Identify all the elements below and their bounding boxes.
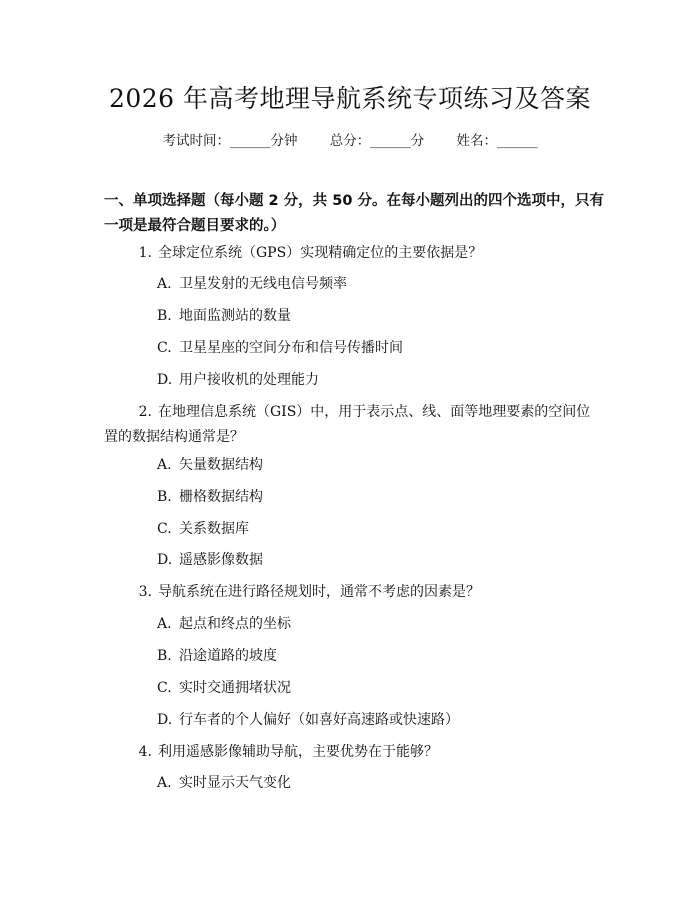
exam-meta [0,131,700,151]
section-heading: 一、单项选择题（每小题 2 分，共 50 分。在每小题列出的四个选项中，只有一项是最符合题目要求的。） [104,193,604,234]
option-letter: B. [157,489,172,505]
option-text: 起点和终点的坐标 [179,616,291,632]
total-score-field: 总分：______分 [329,133,425,149]
option-1c [157,337,597,359]
student-name-field: 姓名：______ [456,133,538,149]
option-text: 卫星星座的空间分布和信号传播时间 [179,340,403,356]
question-number: 4. [138,744,152,760]
question-1 [104,241,604,266]
question-number: 2. [138,404,152,420]
option-1d [157,369,597,391]
option-3c [157,677,597,699]
option-letter: D. [157,712,173,728]
option-3b [157,645,597,667]
option-letter: B. [157,648,172,664]
question-number: 1. [138,245,152,261]
question-number: 3. [138,584,152,600]
question-text: 在地理信息系统（GIS）中，用于表示点、线、面等地理要素的空间位置的数据结构通常是？ [104,404,591,445]
option-2d [157,549,597,571]
question-4 [104,740,604,765]
option-letter: A. [157,457,172,473]
option-text: 实时显示天气变化 [179,775,291,791]
option-text: 实时交通拥堵状况 [179,680,291,696]
option-letter: C. [157,340,172,356]
question-2 [104,400,604,450]
option-letter: A. [157,276,172,292]
option-4a [157,772,597,794]
question-text: 导航系统在进行路径规划时，通常不考虑的因素是？ [158,584,480,600]
option-text: 卫星发射的无线电信号频率 [179,276,347,292]
option-2a [157,454,597,476]
option-3a [157,613,597,635]
option-text: 沿途道路的坡度 [179,648,277,664]
option-letter: C. [157,521,172,537]
option-1a [157,273,597,295]
page-title: 2026 年高考地理导航系统专项练习及答案 [108,84,592,113]
option-text: 矢量数据结构 [179,457,263,473]
option-text: 栅格数据结构 [179,489,263,505]
option-text: 遥感影像数据 [179,552,263,568]
option-2c [157,518,597,540]
option-letter: A. [157,616,172,632]
question-text: 利用遥感影像辅助导航，主要优势在于能够？ [158,744,438,760]
option-text: 用户接收机的处理能力 [179,372,319,388]
option-letter: D. [157,552,173,568]
option-text: 关系数据库 [179,521,249,537]
option-2b [157,486,597,508]
option-letter: D. [157,372,173,388]
question-3 [104,580,604,605]
option-letter: A. [157,775,172,791]
option-text: 行车者的个人偏好（如喜好高速路或快速路） [179,712,459,728]
option-3d [157,709,597,731]
option-letter: B. [157,308,172,324]
question-text: 全球定位系统（GPS）实现精确定位的主要依据是？ [158,245,483,261]
option-letter: C. [157,680,172,696]
option-text: 地面监测站的数量 [179,308,291,324]
option-1b [157,305,597,327]
exam-time-field: 考试时间：______分钟 [162,133,298,149]
